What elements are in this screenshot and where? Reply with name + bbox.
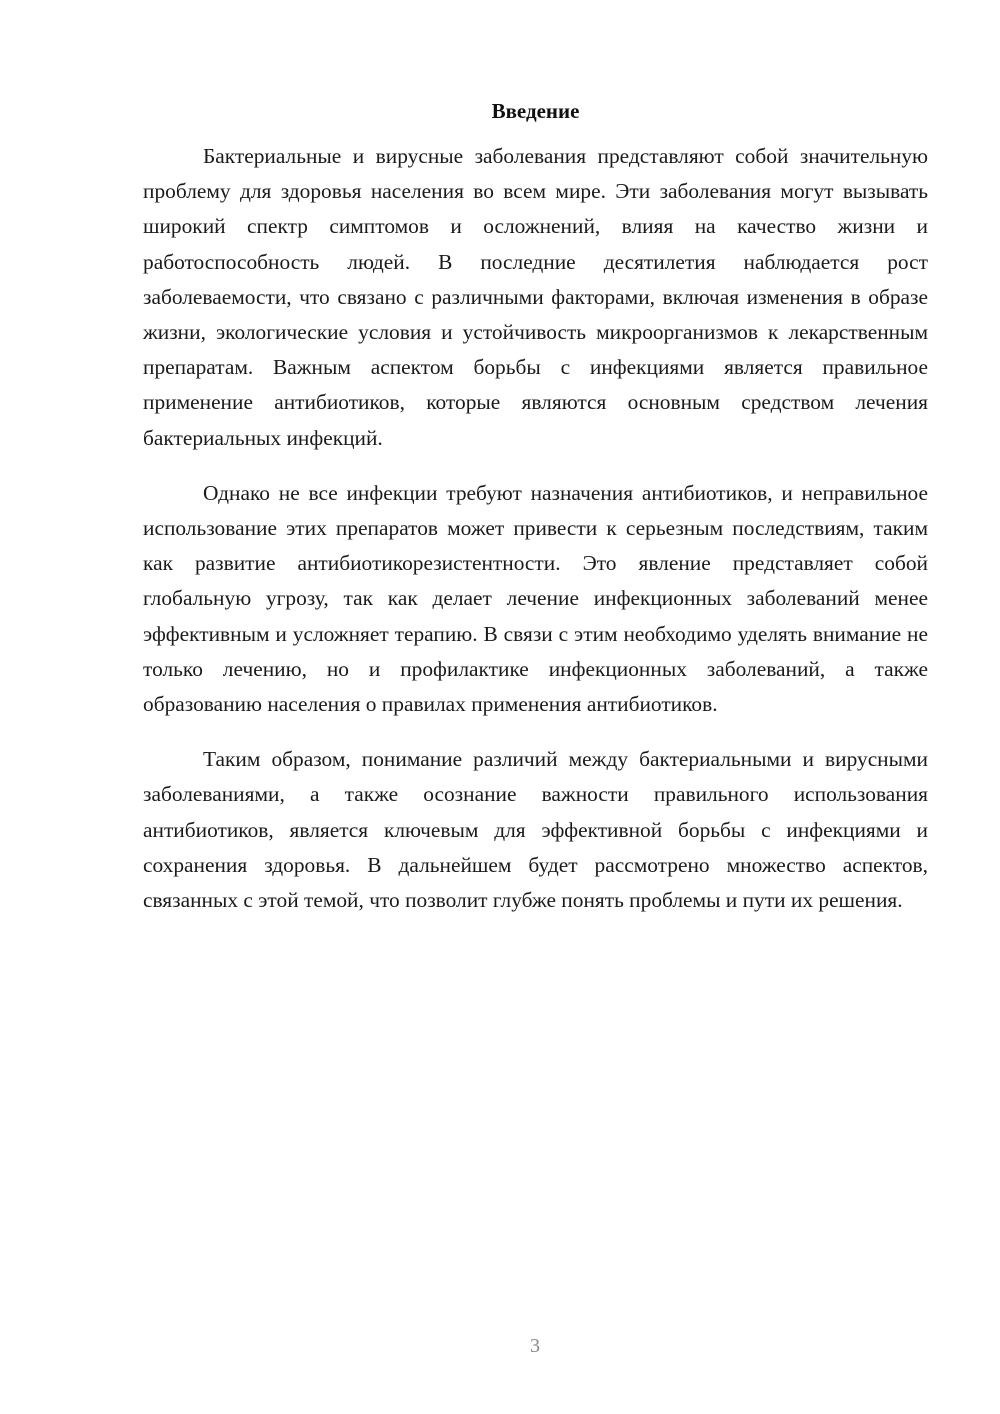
paragraph-1: Бактериальные и вирусные заболевания представляют собой значительную проблему для здоровья населения во всем мире. Эти заболевания могут вызывать широкий спектр симптомов и осложнений, влияя на качество жизни и работоспособность людей. В последние десятилетия наблюдается рост заболеваемости, что связано с различными факторами, включая изменения в образе жизни, экологические условия и устойчивость микроорганизмов к лекарственным препаратам. Важным аспектом борьбы с инфекциями является правильное применение антибиотиков, которые являются основным средством лечения бактериальных инфекций. <box>143 144 928 450</box>
page-content <box>143 96 928 938</box>
paragraph-3: Таким образом, понимание различий между бактериальными и вирусными заболеваниями, а также осознание важности правильного использования антибиотиков, является ключевым для эффективной борьбы с инфекциями и сохранения здоровья. В дальнейшем будет рассмотрено множество аспектов, связанных с этой темой, что позволит глубже понять проблемы и пути их решения. <box>143 747 928 913</box>
page-number: 3 <box>530 1335 540 1357</box>
section-heading: Введение <box>491 99 580 123</box>
paragraph-2: Однако не все инфекции требуют назначения антибиотиков, и неправильное использование этих препаратов может привести к серьезным последствиям, таким как развитие антибиотикорезистентности. Это явление представляет собой глобальную угрозу, так как делает лечение инфекционных заболеваний менее эффективным и усложняет терапию. В связи с этим необходимо уделять внимание не только лечению, но и профилактике инфекционных заболеваний, а также образованию населения о правилах применения антибиотиков. <box>143 480 928 717</box>
